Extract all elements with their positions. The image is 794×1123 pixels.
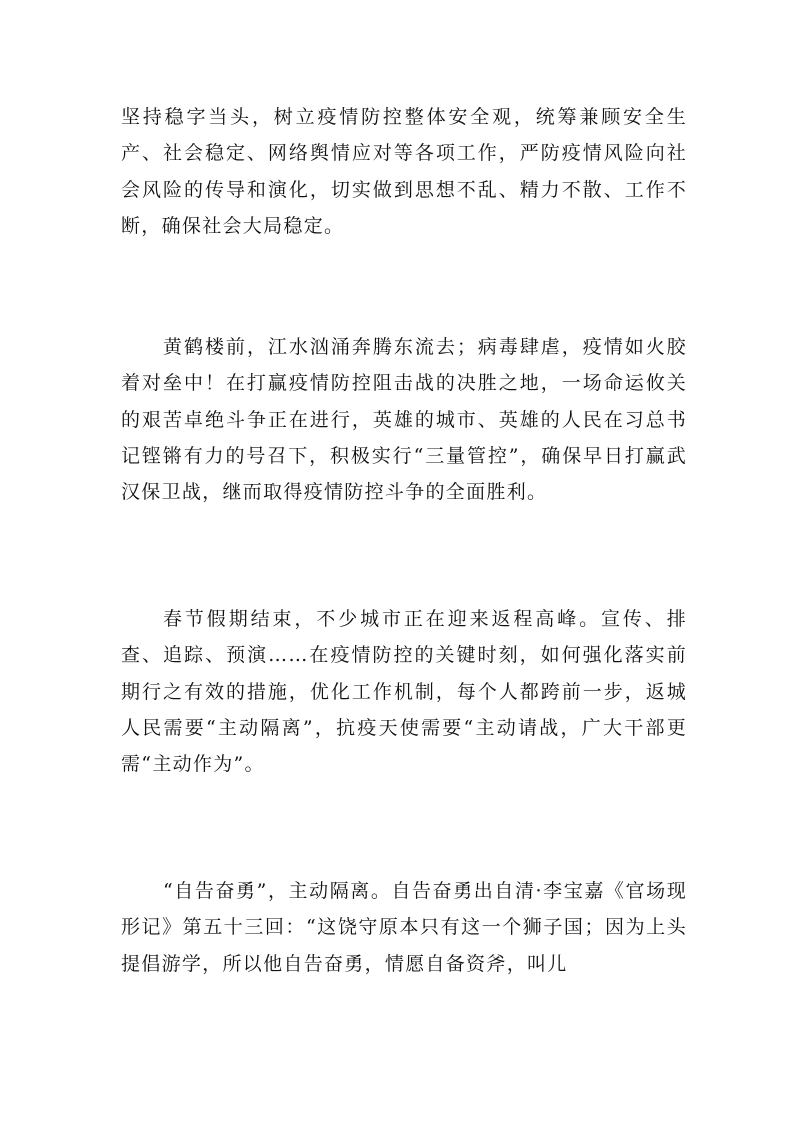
paragraph-3: 春节假期结束，不少城市正在迎来返程高峰。宣传、排查、追踪、预演……在疫情防控的关键时刻，如何强化落实前期行之有效的措施，优化工作机制，每个人都跨前一步，返城人民需要“主动隔离”，抗疫天使需要“主动请战，广大干部更需“主动作为”。 xyxy=(121,608,687,776)
paragraph-1: 坚持稳字当头，树立疫情防控整体安全观，统筹兼顾安全生产、社会稳定、网络舆情应对等各项工作，严防疫情风险向社会风险的传导和演化，切实做到思想不乱、精力不散、工作不断，确保社会大局稳定。 xyxy=(121,106,687,237)
paragraph-4: “自告奋勇”，主动隔离。自告奋勇出自清·李宝嘉《官场现形记》第五十三回：“这饶守原本只有这一个狮子国；因为上头提倡游学，所以他自告奋勇，情愿自备资斧，叫儿 xyxy=(121,880,687,975)
paragraph-2: 黄鹤楼前，江水汹涌奔腾东流去；病毒肆虐，疫情如火胶着对垒中！在打赢疫情防控阻击战的决胜之地，一场命运攸关的艰苦卓绝斗争正在进行，英雄的城市、英雄的人民在习总书记铿锵有力的号召下，积极实行“三量管控”，确保早日打赢武汉保卫战，继而取得疫情防控斗争的全面胜利。 xyxy=(121,336,687,504)
